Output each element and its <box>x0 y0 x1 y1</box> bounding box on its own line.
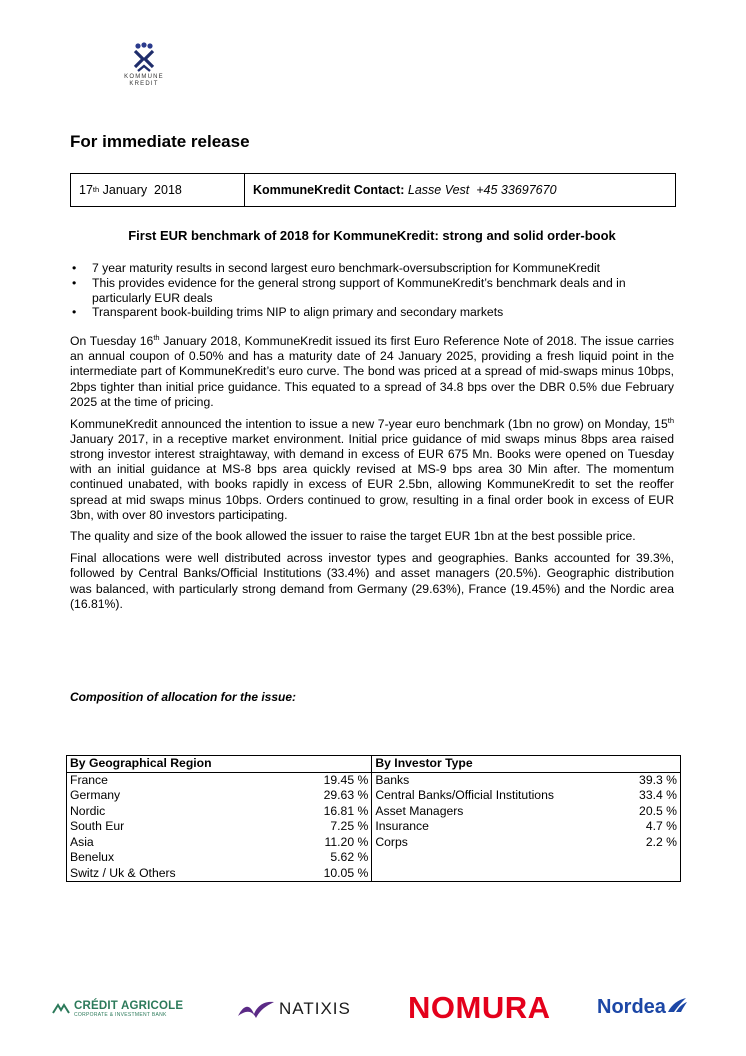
geo-value: 5.62 % <box>256 850 372 866</box>
kommunekredit-emblem-icon <box>129 42 159 74</box>
table-row <box>67 850 681 866</box>
table-row <box>67 772 681 788</box>
investor-value: 4.7 % <box>594 819 681 835</box>
geo-value: 19.45 % <box>256 772 372 788</box>
investor-value: 20.5 % <box>594 804 681 820</box>
natixis-logo <box>236 998 351 1020</box>
paragraph-text: On Tuesday 16 <box>70 334 154 348</box>
investor-label <box>372 866 594 882</box>
logo-text-line1: KOMMUNE <box>124 74 164 80</box>
geo-value: 10.05 % <box>256 866 372 882</box>
allocation-table <box>66 755 681 882</box>
bookrunner-logos <box>40 988 720 1028</box>
table-row <box>67 866 681 882</box>
table-header-row <box>67 756 681 773</box>
paragraph-pricing <box>70 334 674 410</box>
credit-agricole-name: CRÉDIT AGRICOLE <box>74 1000 184 1012</box>
contact-box <box>70 173 676 207</box>
credit-agricole-sub: CORPORATE & INVESTMENT BANK <box>74 1012 167 1018</box>
table-row <box>67 804 681 820</box>
nomura-logo: NOMURA <box>408 990 551 1025</box>
investor-value: 33.4 % <box>594 788 681 804</box>
headline: First EUR benchmark of 2018 for KommuneKredit: strong and solid order-book <box>128 228 616 243</box>
investor-label <box>372 850 594 866</box>
paragraph-text: January 2017, in a receptive market environment. Initial price guidance of mid swaps minus 8bps area raised strong investor interest straightaway, with demand in excess of EUR 675 Mn. Books were opened on Tuesday with an initial guidance at MS-8 bps area quickly revised at MS-9 bps area 30 Min after. The momentum continued unabated, with books rapidly in excess of EUR 2.5bn, allowing KommuneKredit to set the reoffer spread at mid swaps minus 10bps. Orders continued to grow, resulting in a final order book in excess of EUR 3bn, with over 80 investors participating. <box>70 431 674 522</box>
list-item: • Transparent book-building trims NIP to align primary and secondary markets <box>70 305 674 320</box>
natixis-name: NATIXIS <box>279 999 351 1018</box>
logo-text-line2: KREDIT <box>129 81 159 87</box>
contact-label: KommuneKredit Contact: <box>253 183 405 197</box>
geo-value: 16.81 % <box>256 804 372 820</box>
investor-label: Banks <box>372 772 594 788</box>
geo-label: Benelux <box>67 850 257 866</box>
paragraph-text: KommuneKredit announced the intention to issue a new 7-year euro benchmark (1bn no grow) on Monday, 15 <box>70 416 668 431</box>
investor-value: 2.2 % <box>594 835 681 851</box>
paragraph-quality: The quality and size of the book allowed the issuer to raise the target EUR 1bn at the best possible price. <box>70 529 636 544</box>
geo-label: South Eur <box>67 819 257 835</box>
contact-info <box>245 174 557 206</box>
investor-header: By Investor Type <box>372 756 681 773</box>
credit-agricole-logo <box>52 1000 183 1018</box>
release-date: 17 th January 2018 <box>71 174 245 206</box>
investor-label: Insurance <box>372 819 594 835</box>
credit-agricole-emblem-icon <box>52 1003 70 1015</box>
contact-name: Lasse Vest <box>407 183 470 197</box>
geo-label: Switz / Uk & Others <box>67 866 257 882</box>
investor-label: Asset Managers <box>372 804 594 820</box>
geo-label: France <box>67 772 257 788</box>
kommunekredit-logo <box>118 42 170 88</box>
nordea-name: Nordea <box>597 996 666 1018</box>
geo-label: Asia <box>67 835 257 851</box>
investor-value: 39.3 % <box>594 772 681 788</box>
investor-label: Corps <box>372 835 594 851</box>
geo-label: Nordic <box>67 804 257 820</box>
contact-phone: +45 33697670 <box>476 183 557 197</box>
geo-value: 7.25 % <box>256 819 372 835</box>
geo-value: 29.63 % <box>256 788 372 804</box>
geo-label: Germany <box>67 788 257 804</box>
table-row <box>67 788 681 804</box>
nordea-sail-icon <box>666 996 688 1014</box>
body-text <box>70 334 674 618</box>
paragraph-bookbuilding <box>70 417 674 523</box>
date-day: 17 <box>79 183 93 197</box>
composition-title: Composition of allocation for the issue: <box>70 690 297 704</box>
paragraph-allocations: Final allocations were well distributed across investor types and geographies. Banks accounted for 39.3%, followed by Central Banks/Official Institutions (33.4%) and asset managers (20.5%). Geographic distribution was balanced, with particularly strong demand from Germany (29.63%), France (19.45%) and the Nordic area (16.81%). <box>70 551 674 611</box>
paragraph-text: January 2018, KommuneKredit issued its first Euro Reference Note of 2018. The issue carries an annual coupon of 0.50% and has a maturity date of 24 January 2025, providing a fresh liquid point in the intermediate part of KommuneKredit’s euro curve. The bond was priced at a spread of mid-swaps minus 10bps, 2bps tighter than initial price guidance. This equated to a spread of 34.8 bps over the DBR 0.5% due February 2025 at the time of pricing. <box>70 334 674 409</box>
superscript: th <box>667 415 674 425</box>
geo-header: By Geographical Region <box>67 756 372 773</box>
release-heading: For immediate release <box>70 132 250 151</box>
table-row <box>67 835 681 851</box>
investor-label: Central Banks/Official Institutions <box>372 788 594 804</box>
nordea-logo <box>597 996 688 1019</box>
investor-value <box>594 866 681 882</box>
table-row <box>67 819 681 835</box>
natixis-swoosh-icon <box>236 998 276 1020</box>
investor-value <box>594 850 681 866</box>
list-item: • 7 year maturity results in second largest euro benchmark-oversubscription for KommuneKredit <box>70 261 674 276</box>
highlights-list <box>70 261 674 320</box>
date-rest: January 2018 <box>99 183 182 197</box>
superscript: th <box>153 332 160 342</box>
geo-value: 11.20 % <box>256 835 372 851</box>
list-item: • This provides evidence for the general strong support of KommuneKredit’s benchmark deals and in particularly EUR deals <box>70 276 674 306</box>
